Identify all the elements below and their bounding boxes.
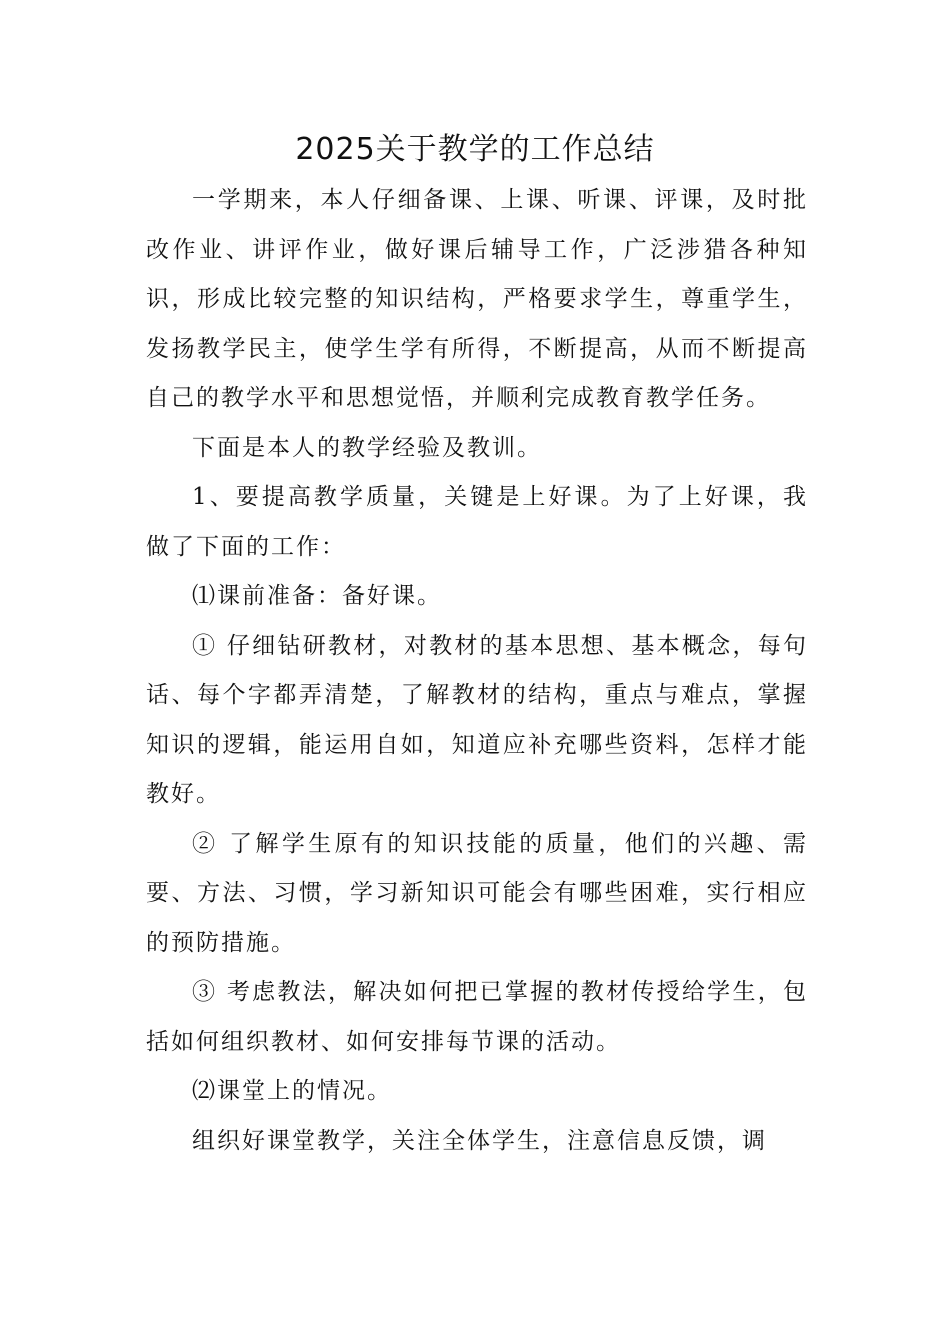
paragraph-subpoint-2: ⑵课堂上的情况。 [192, 1078, 392, 1104]
paragraph-item-1: ① 仔细钻研教材，对教材的基本思想、基本概念，每句话、每个字都弄清楚，了解教材的结构，重点与难点，掌握知识的逻辑，能运用自如，知道应补充哪些资料，怎样才能教好。 [146, 632, 808, 807]
paragraph-classroom: 组织好课堂教学，关注全体学生，注意信息反馈，调 [192, 1127, 767, 1154]
paragraph-item-2: ② 了解学生原有的知识技能的质量，他们的兴趣、需要、方法、习惯，学习新知识可能会有哪些困难，实行相应的预防措施。 [146, 830, 808, 956]
paragraph-intro: 一学期来，本人仔细备课、上课、听课、评课，及时批改作业、讲评作业，做好课后辅导工作，广泛涉猎各种知识，形成比较完整的知识结构，严格要求学生，尊重学生，发扬教学民主，使学生学有所得，不断提高，从而不断提高自己的教学水平和思想觉悟，并顺利完成教育教学任务。 [146, 187, 808, 411]
paragraph-item-3: ③ 考虑教法，解决如何把已掌握的教材传授给学生，包括如何组织教材、如何安排每节课的活动。 [146, 979, 808, 1055]
document-body [146, 176, 808, 1166]
paragraph-point-1: 1、要提高教学质量，关键是上好课。为了上好课，我做了下面的工作： [146, 484, 808, 560]
paragraph-subpoint-1: ⑴课前准备：备好课。 [192, 583, 442, 609]
document-title: 2025关于教学的工作总结 [295, 132, 655, 167]
paragraph-experience: 下面是本人的教学经验及教训。 [192, 434, 542, 461]
